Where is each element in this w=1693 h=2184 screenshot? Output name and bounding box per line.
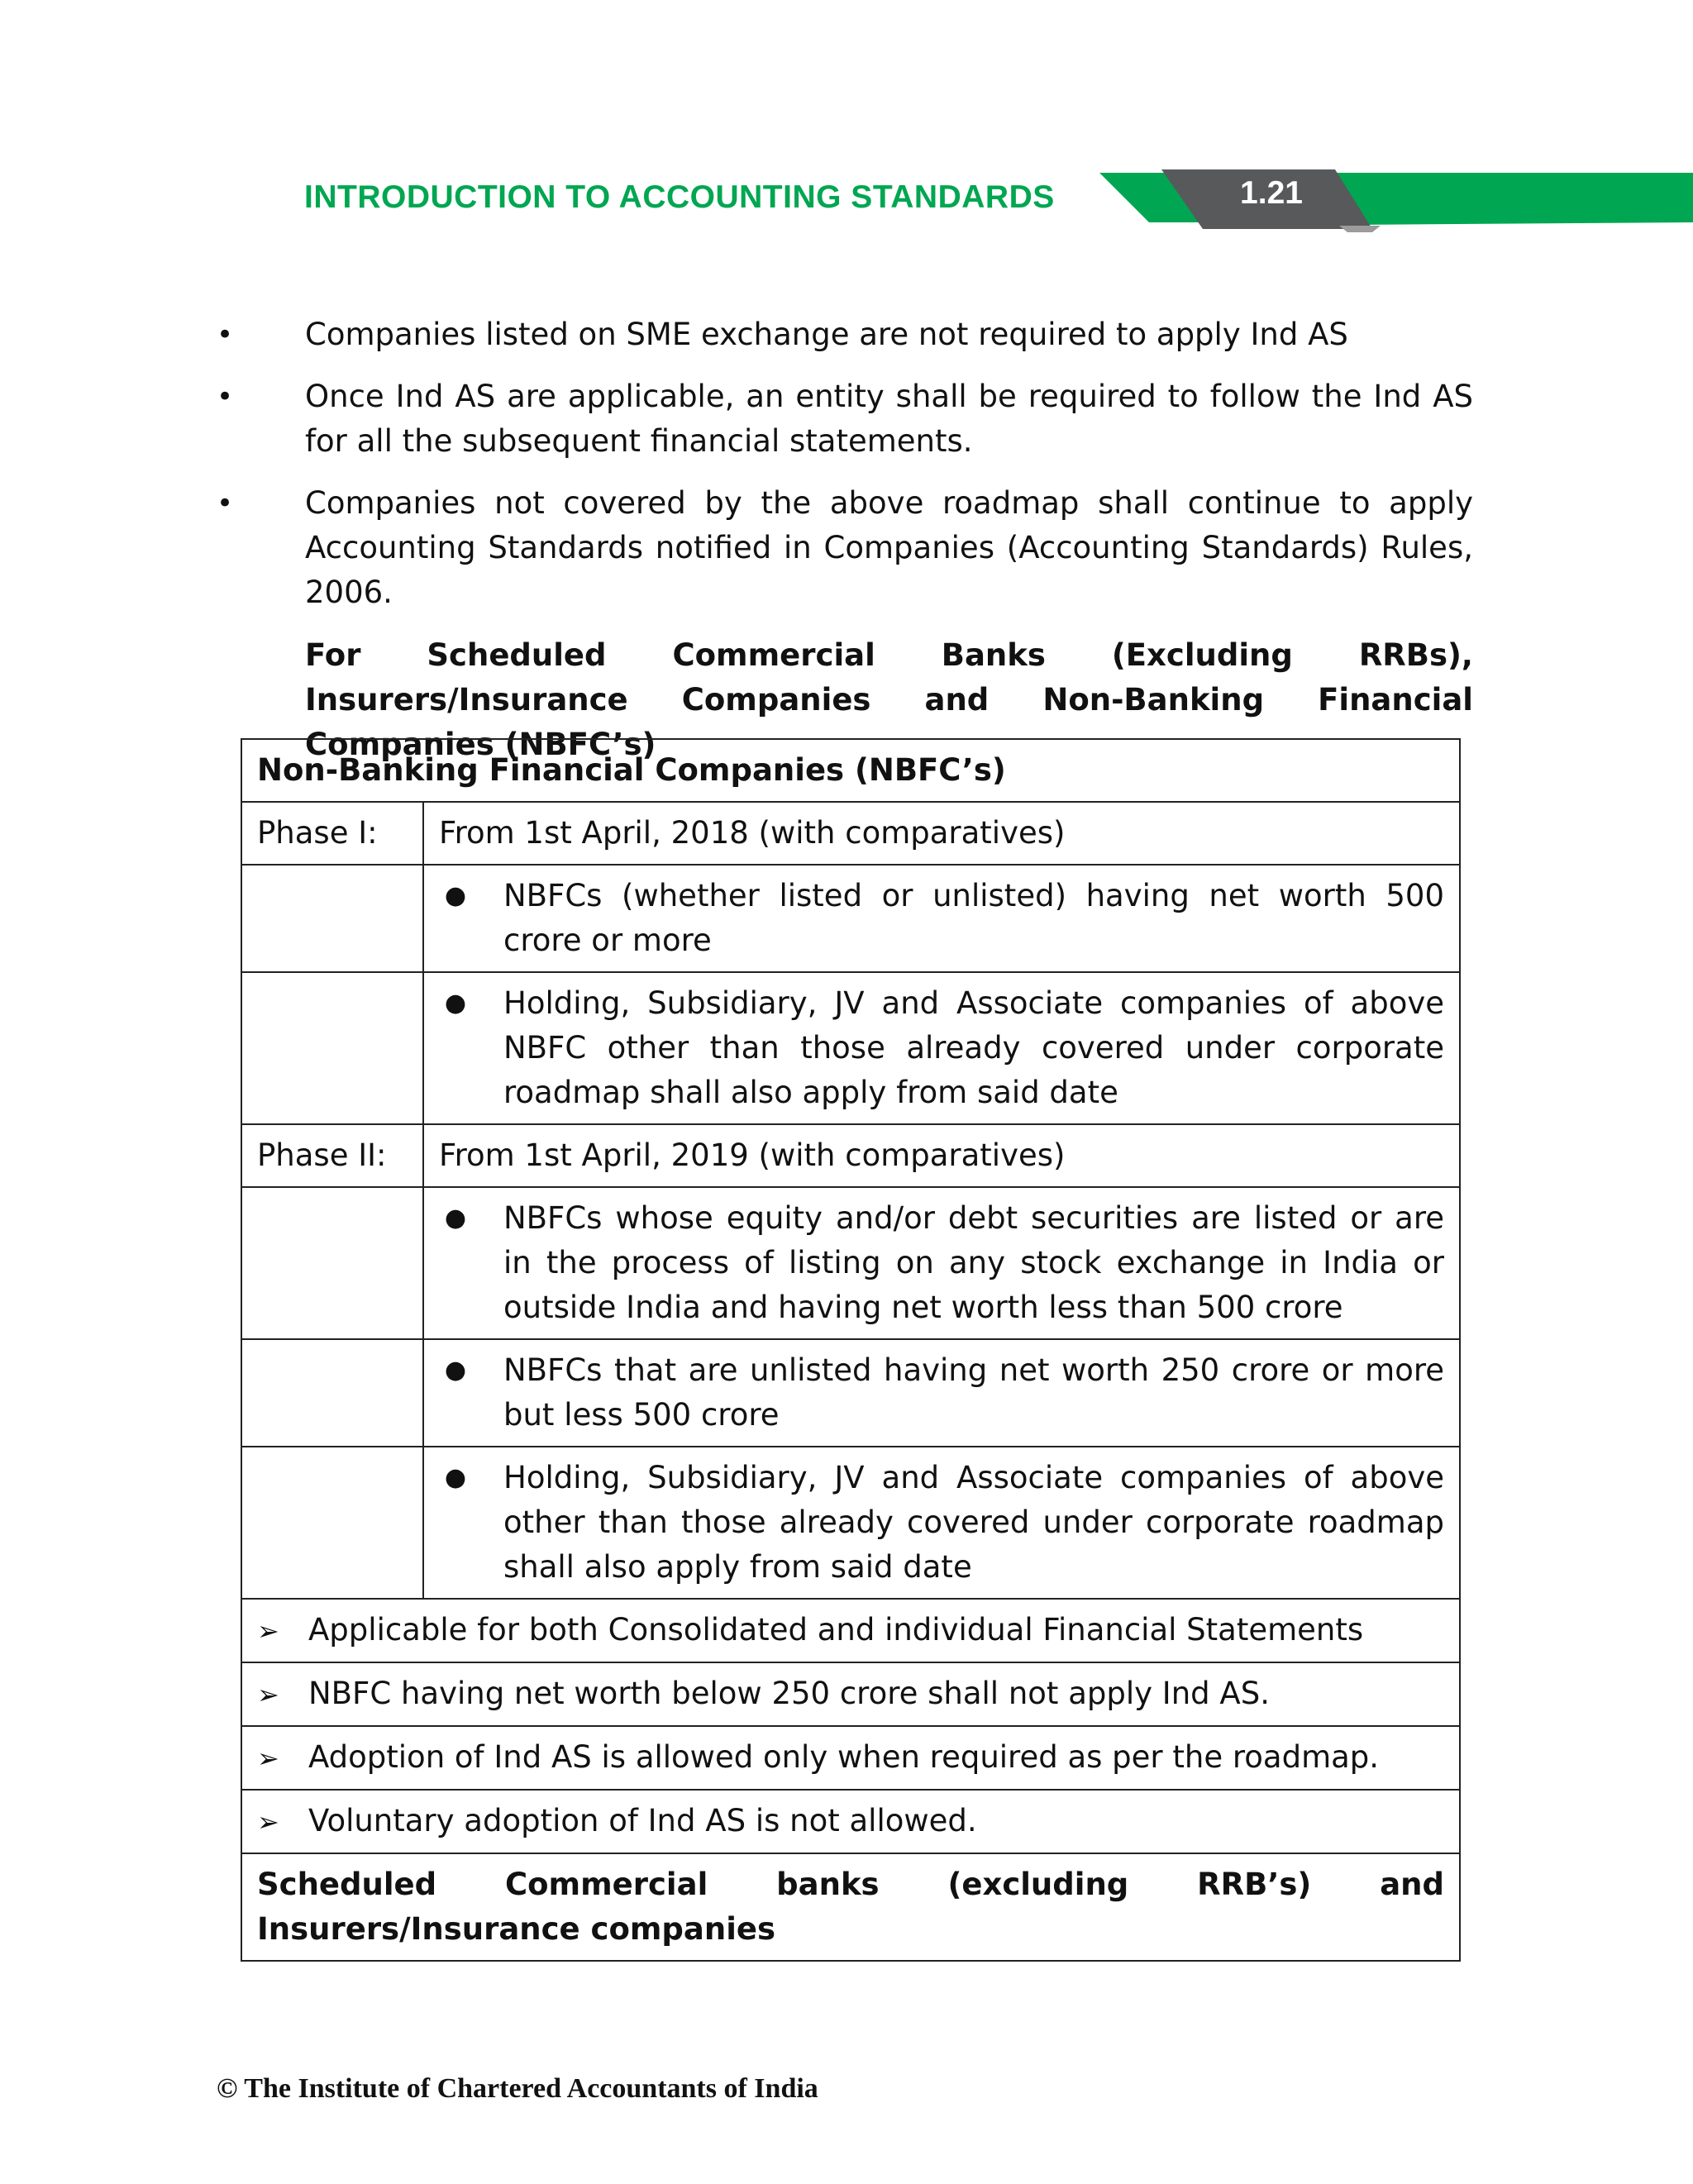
- header-band: [1099, 169, 1693, 232]
- table-cell: [423, 865, 1460, 972]
- table-cell: [423, 1339, 1460, 1447]
- table-row: [241, 865, 1460, 972]
- empty-cell: [241, 1187, 423, 1339]
- page-number: 1.21: [1240, 175, 1303, 211]
- table-row: [241, 1726, 1460, 1790]
- empty-cell: [241, 865, 423, 972]
- bullet-icon: ●: [444, 989, 467, 1018]
- phase-date: From 1st April, 2019 (with comparatives): [423, 1124, 1460, 1187]
- arrow-bullet-icon: ➢: [257, 1615, 279, 1647]
- table-row: [241, 1790, 1460, 1853]
- table-cell: [423, 972, 1460, 1124]
- table-cell: [423, 1447, 1460, 1599]
- note-row: [241, 1599, 1460, 1662]
- table-row: [241, 972, 1460, 1124]
- arrow-bullet-icon: ➢: [257, 1806, 279, 1838]
- list-item-text: Holding, Subsidiary, JV and Associate companies of above NBFC other than those already covered under corporate roadmap shall also apply from said date: [503, 985, 1444, 1110]
- table-row: [241, 1187, 1460, 1339]
- note-text: NBFC having net worth below 250 crore shall not apply Ind AS.: [308, 1676, 1270, 1711]
- bullet-icon: •: [217, 380, 234, 413]
- list-item: [439, 1348, 1444, 1438]
- list-item-text: Holding, Subsidiary, JV and Associate companies of above other than those already covered under corporate roadmap shall also apply from said date: [503, 1460, 1444, 1585]
- empty-cell: [241, 1339, 423, 1447]
- bullet-list: [217, 312, 1473, 632]
- note-text: Voluntary adoption of Ind AS is not allowed.: [308, 1803, 977, 1838]
- empty-cell: [241, 972, 423, 1124]
- list-item: [439, 1196, 1444, 1330]
- phase-label: Phase I:: [241, 802, 423, 865]
- table-row: [241, 802, 1460, 865]
- note-text: Adoption of Ind AS is allowed only when required as per the roadmap.: [308, 1739, 1380, 1775]
- table-row: [241, 1662, 1460, 1726]
- note-row: [241, 1726, 1460, 1790]
- nbfc-roadmap-table: [241, 738, 1461, 1962]
- table-footer-heading: Scheduled Commercial banks (excluding RRB’s) and Insurers/Insurance companies: [241, 1853, 1460, 1961]
- arrow-bullet-icon: ➢: [257, 1679, 279, 1710]
- bullet-icon: ●: [444, 881, 467, 910]
- list-item-text: NBFCs (whether listed or unlisted) having net worth 500 crore or more: [503, 878, 1444, 958]
- list-item-text: NBFCs that are unlisted having net worth 250 crore or more but less 500 crore: [503, 1352, 1444, 1433]
- list-item-text: NBFCs whose equity and/or debt securities are listed or are in the process of listing on any stock exchange in India or outside India and having net worth less than 500 crore: [503, 1200, 1444, 1325]
- table-row: [241, 1124, 1460, 1187]
- bullet-icon: •: [217, 487, 234, 520]
- list-item-text: Once Ind AS are applicable, an entity shall be required to follow the Ind AS for all the subsequent financial statements.: [305, 379, 1473, 459]
- bullet-icon: •: [217, 318, 234, 351]
- table-row: [241, 1447, 1460, 1599]
- table-title: Non-Banking Financial Companies (NBFC’s): [241, 739, 1460, 802]
- list-item-text: Companies not covered by the above roadmap shall continue to apply Accounting Standards notified in Companies (Accounting Standards) Rules, 2006.: [305, 485, 1473, 610]
- table-row: [241, 1339, 1460, 1447]
- phase-label: Phase II:: [241, 1124, 423, 1187]
- header-band-shadow: [1339, 226, 1381, 232]
- table-cell: [423, 1187, 1460, 1339]
- list-item-text: Companies listed on SME exchange are not required to apply Ind AS: [305, 317, 1348, 352]
- empty-cell: [241, 1447, 423, 1599]
- list-item: [439, 1456, 1444, 1590]
- note-text: Applicable for both Consolidated and individual Financial Statements: [308, 1612, 1364, 1648]
- note-row: [241, 1662, 1460, 1726]
- bullet-icon: ●: [444, 1356, 467, 1385]
- phase-date: From 1st April, 2018 (with comparatives): [423, 802, 1460, 865]
- table-row: [241, 1599, 1460, 1662]
- table-row: [241, 739, 1460, 802]
- bullet-icon: ●: [444, 1463, 467, 1492]
- chapter-title: INTRODUCTION TO ACCOUNTING STANDARDS: [304, 179, 1055, 215]
- table-row: [241, 1853, 1460, 1961]
- list-item: [217, 481, 1473, 615]
- note-row: [241, 1790, 1460, 1853]
- bullet-icon: ●: [444, 1204, 467, 1233]
- list-item: [439, 981, 1444, 1115]
- section-heading: For Scheduled Commercial Banks (Excluding RRBs), Insurers/Insurance Companies and Non-Banking Financial Companies (NBFC’s): [305, 637, 1473, 762]
- list-item: [439, 874, 1444, 963]
- list-item: [217, 312, 1473, 357]
- list-item: [217, 374, 1473, 464]
- copyright-footer: © The Institute of Chartered Accountants of India: [217, 2073, 818, 2104]
- arrow-bullet-icon: ➢: [257, 1743, 279, 1774]
